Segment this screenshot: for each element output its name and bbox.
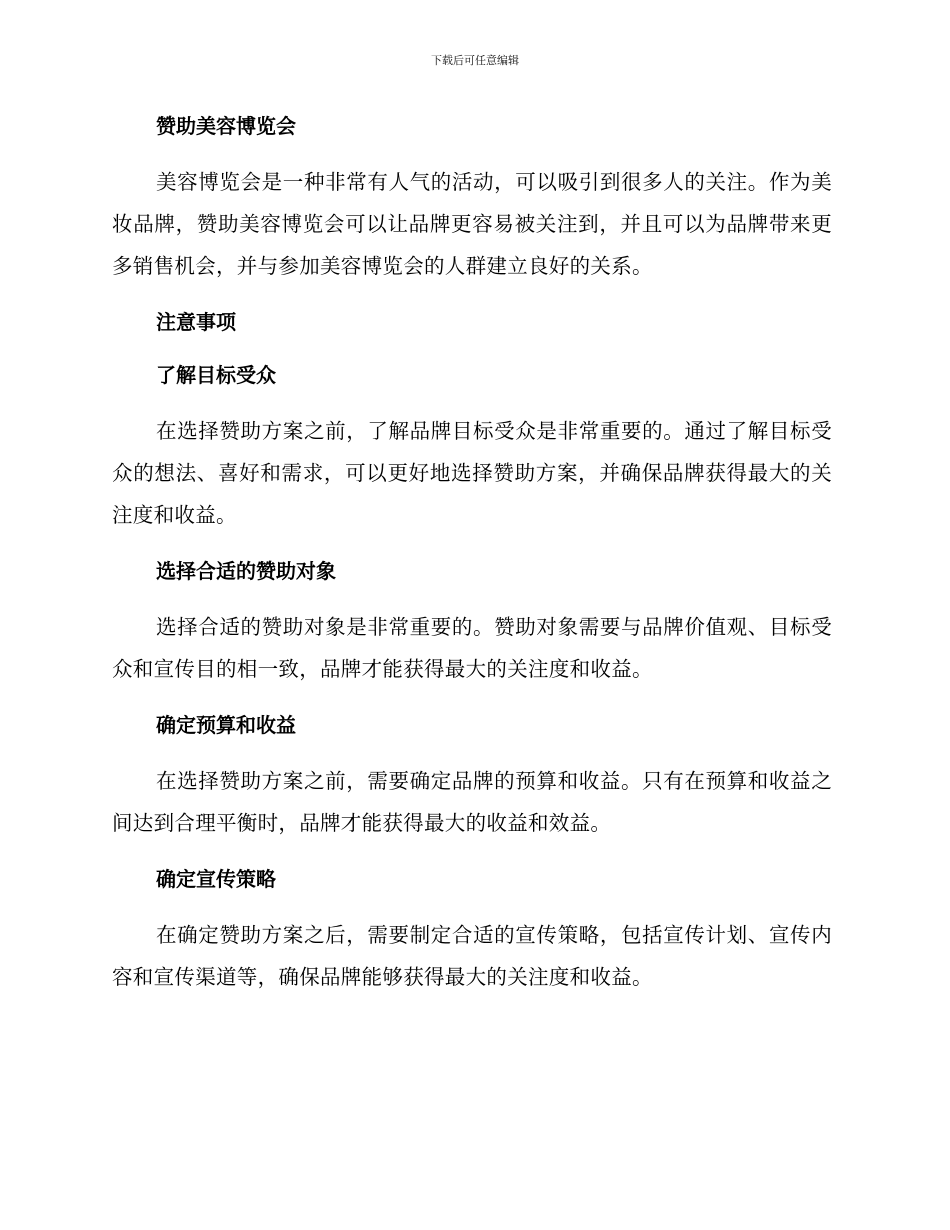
section-heading-notes: 注意事项 bbox=[156, 310, 236, 334]
section-body-sponsor-expo: 美容博览会是一种非常有人气的活动，可以吸引到很多人的关注。作为美妆品牌，赞助美容博览会可以让品牌更容易被关注到，并且可以为品牌带来更多销售机会，并与参加美容博览会的人群建立良好的关系。 bbox=[112, 170, 832, 278]
document-body bbox=[112, 108, 832, 1015]
section-heading-sponsor-expo: 赞助美容博览会 bbox=[156, 114, 296, 138]
section-body-budget: 在选择赞助方案之前，需要确定品牌的预算和收益。只有在预算和收益之间达到合理平衡时，品牌才能获得最大的收益和效益。 bbox=[112, 769, 832, 835]
section-body-promotion: 在确定赞助方案之后，需要制定合适的宣传策略，包括宣传计划、宣传内容和宣传渠道等，确保品牌能够获得最大的关注度和收益。 bbox=[112, 923, 832, 989]
section-body-sponsor-target: 选择合适的赞助对象是非常重要的。赞助对象需要与品牌价值观、目标受众和宣传目的相一致，品牌才能获得最大的关注度和收益。 bbox=[112, 615, 832, 681]
section-heading-audience: 了解目标受众 bbox=[156, 363, 276, 387]
section-heading-promotion: 确定宣传策略 bbox=[156, 867, 276, 891]
section-heading-sponsor-target: 选择合适的赞助对象 bbox=[156, 559, 336, 583]
section-heading-budget: 确定预算和收益 bbox=[156, 713, 296, 737]
section-body-audience: 在选择赞助方案之前，了解品牌目标受众是非常重要的。通过了解目标受众的想法、喜好和需求，可以更好地选择赞助方案，并确保品牌获得最大的关注度和收益。 bbox=[112, 419, 832, 527]
header-note: 下载后可任意编辑 bbox=[431, 54, 519, 67]
